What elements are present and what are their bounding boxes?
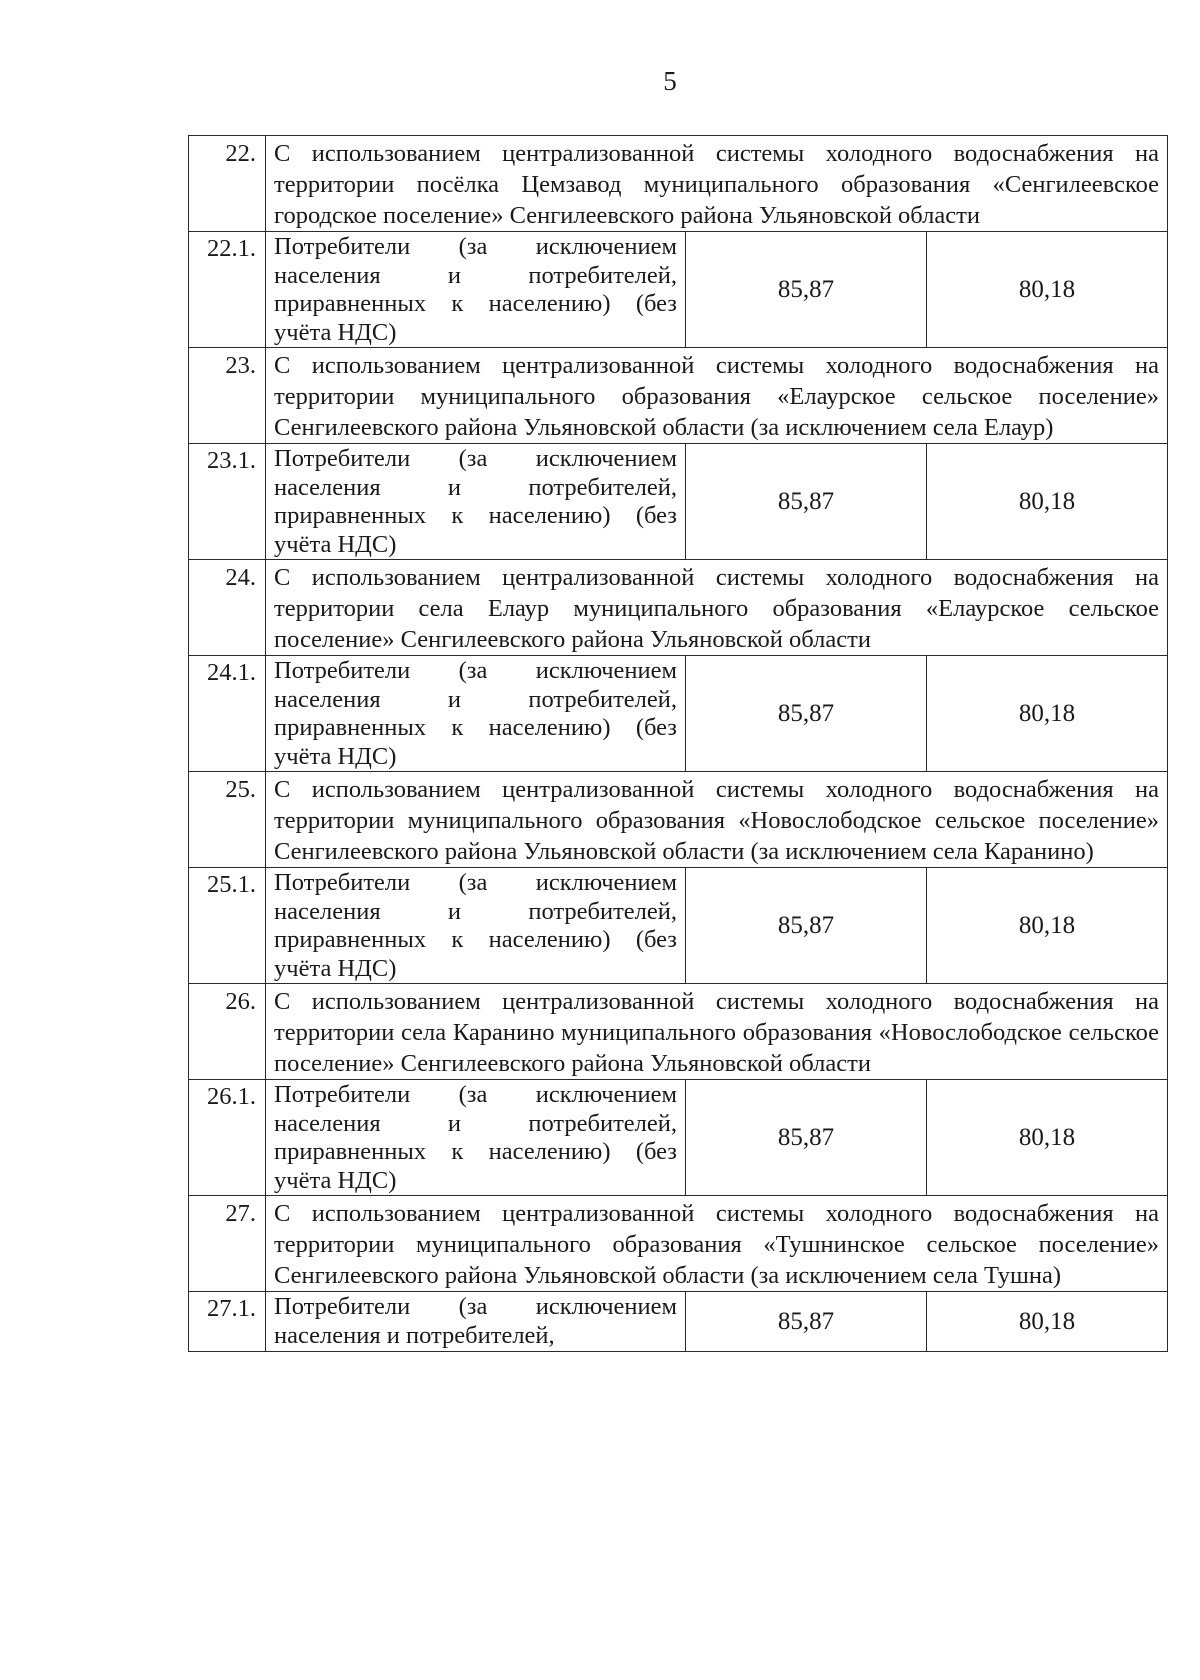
tariff-value-1: 85,87 (686, 868, 927, 984)
page-number: 5 (663, 66, 677, 96)
row-description: С использованием централизованной системы холодного водоснабжения на территории села Каранино муниципального образования «Новослободское сельское поселение» Сенгилеевского района Ульяновской области (266, 984, 1168, 1080)
row-number: 27.1. (189, 1292, 266, 1352)
row-number: 26. (189, 984, 266, 1080)
row-number: 25.1. (189, 868, 266, 984)
tariff-value-2: 80,18 (927, 444, 1168, 560)
table-row-section (189, 772, 1168, 868)
table-row-tariff (189, 1292, 1168, 1352)
table-row-tariff (189, 232, 1168, 348)
table-row-tariff (189, 656, 1168, 772)
row-description: С использованием централизованной системы холодного водоснабжения на территории посёлка Цемзавод муниципального образования «Сенгилеевское городское поселение» Сенгилеевского района Ульяновской области (266, 136, 1168, 232)
tariff-value-2: 80,18 (927, 1080, 1168, 1196)
tariff-value-1: 85,87 (686, 1080, 927, 1196)
consumer-category: Потребители (за исключением населения и потребителей, приравненных к населению) (без учёта НДС) (266, 868, 686, 984)
table-row-tariff (189, 444, 1168, 560)
row-description: С использованием централизованной системы холодного водоснабжения на территории муниципального образования «Новослободское сельское поселение» Сенгилеевского района Ульяновской области (за исключением села Каранино) (266, 772, 1168, 868)
row-description: С использованием централизованной системы холодного водоснабжения на территории муниципального образования «Тушнинское сельское поселение» Сенгилеевского района Ульяновской области (за исключением села Тушна) (266, 1196, 1168, 1292)
tariff-value-1: 85,87 (686, 1292, 927, 1352)
table-row-section (189, 348, 1168, 444)
tariff-value-1: 85,87 (686, 444, 927, 560)
table-row-section (189, 1196, 1168, 1292)
tariff-value-2: 80,18 (927, 232, 1168, 348)
table-row-section (189, 984, 1168, 1080)
tariff-value-2: 80,18 (927, 1292, 1168, 1352)
row-number: 23.1. (189, 444, 266, 560)
table-row-section (189, 136, 1168, 232)
row-number: 25. (189, 772, 266, 868)
table-row-section (189, 560, 1168, 656)
table-row-tariff (189, 1080, 1168, 1196)
consumer-category: Потребители (за исключением населения и потребителей, (266, 1292, 686, 1352)
row-number: 22. (189, 136, 266, 232)
row-number: 27. (189, 1196, 266, 1292)
tariff-value-2: 80,18 (927, 656, 1168, 772)
row-number: 23. (189, 348, 266, 444)
consumer-category: Потребители (за исключением населения и потребителей, приравненных к населению) (без учёта НДС) (266, 444, 686, 560)
consumer-category: Потребители (за исключением населения и потребителей, приравненных к населению) (без учёта НДС) (266, 656, 686, 772)
tariff-table (188, 135, 1168, 1352)
tariff-value-1: 85,87 (686, 656, 927, 772)
tariff-value-1: 85,87 (686, 232, 927, 348)
row-number: 24.1. (189, 656, 266, 772)
table-row-tariff (189, 868, 1168, 984)
consumer-category: Потребители (за исключением населения и потребителей, приравненных к населению) (без учёта НДС) (266, 232, 686, 348)
tariff-value-2: 80,18 (927, 868, 1168, 984)
row-description: С использованием централизованной системы холодного водоснабжения на территории муниципального образования «Елаурское сельское поселение» Сенгилеевского района Ульяновской области (за исключением села Елаур) (266, 348, 1168, 444)
row-description: С использованием централизованной системы холодного водоснабжения на территории села Елаур муниципального образования «Елаурское сельское поселение» Сенгилеевского района Ульяновской области (266, 560, 1168, 656)
row-number: 22.1. (189, 232, 266, 348)
consumer-category: Потребители (за исключением населения и потребителей, приравненных к населению) (без учёта НДС) (266, 1080, 686, 1196)
row-number: 24. (189, 560, 266, 656)
row-number: 26.1. (189, 1080, 266, 1196)
